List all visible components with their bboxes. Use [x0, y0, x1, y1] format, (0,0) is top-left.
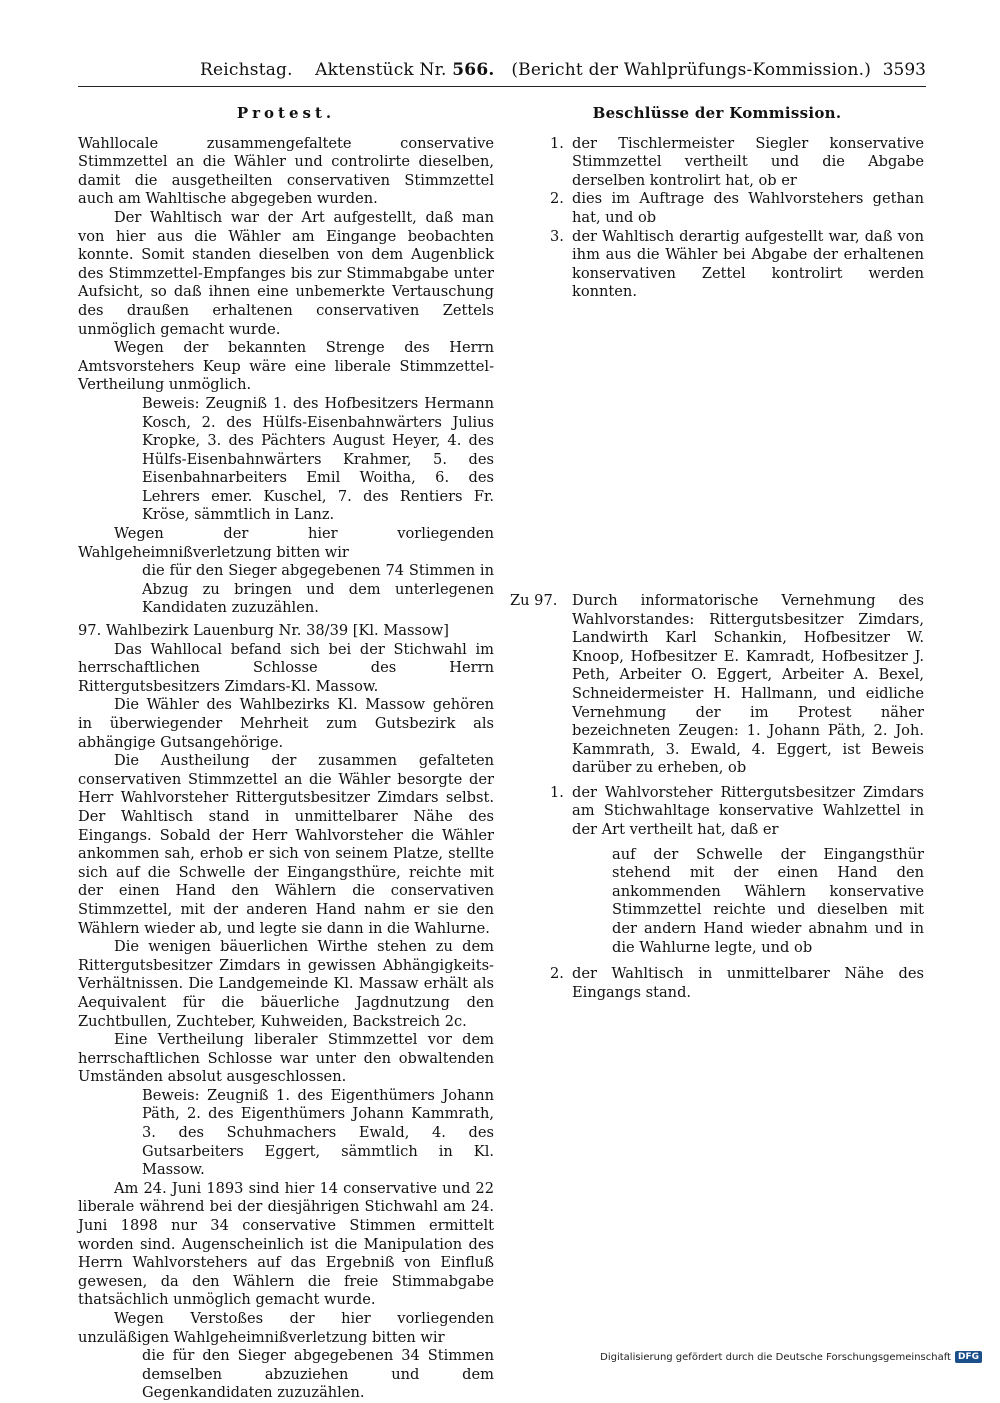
paragraph: Der Wahltisch war der Art aufgestellt, daß man von hier aus die Wähler am Eingange beobachten konnte. Somit standen dieselben von dem Augenblick des Stimmzettel-Empfanges bis zur Stimmabgabe unter Aufsicht, so daß ihnen eine unbemerkte Vertauschung des draußen erhaltenen conservativen Zettels unmöglich gemacht wurde. [78, 208, 494, 338]
item-text: der Tischlermeister Siegler konservative Stimmzettel vertheilt und die Abgabe derselben kontrolirt hat, ob er [572, 134, 924, 189]
dfg-logo-icon: DFG [955, 1351, 982, 1363]
commission-heading: Beschlüsse der Kommission. [592, 104, 842, 122]
item-text: der Wahltisch in unmittelbarer Nähe des Eingangs stand. [572, 965, 924, 1001]
paragraph: Das Wahllocal befand sich bei der Stichwahl im herrschaftlichen Schlosse des Herrn Rittergutsbesitzers Zimdars-Kl. Massow. [78, 640, 494, 695]
list-item [550, 135, 924, 191]
paragraph: Wahllocale zusammengefaltete conservative Stimmzettel an die Wähler und controlirte dieselben, damit die ausgetheilten conservativen Stimmzettel auch am Wahltische abgegeben wurden. [78, 134, 494, 208]
paragraph: Wegen der hier vorliegenden Wahlgeheimnißverletzung bitten wir [78, 525, 494, 561]
zu-97-block [510, 592, 924, 778]
paragraph: Die Wähler des Wahlbezirks Kl. Massow gehören in überwiegender Mehrheit zum Gutsbezirk als abhängige Gutsangehörige. [78, 696, 494, 751]
header-akten-number: 566. [452, 60, 495, 80]
paragraph: Eine Vertheilung liberaler Stimmzettel vor dem herrschaftlichen Schlosse war unter den obwaltenden Umständen absolut ausgeschlossen. [78, 1031, 494, 1086]
list-item [550, 228, 924, 302]
list-item [550, 965, 924, 1002]
item-text: der Wahltisch derartig aufgestellt war, daß von ihm aus die Wähler bei Abgabe der erhaltenen konservativen Zettel kontrolirt werden konnten. [572, 227, 924, 301]
request-block: die für den Sieger abgegebenen 34 Stimmen demselben abzuziehen und dem Gegenkandidaten zuzuzählen. [142, 1347, 494, 1402]
running-title [200, 60, 871, 80]
list-item [550, 784, 924, 840]
item-number: 2. [550, 190, 564, 208]
left-column [78, 104, 494, 1403]
digitization-footer [600, 1351, 982, 1363]
page-header [78, 58, 926, 87]
item-text: der Wahlvorsteher Rittergutsbesitzer Zimdars am Stichwahltage konservative Wahlzettel in der Art vertheilt hat, daß er [572, 783, 924, 839]
right-column [510, 104, 924, 1008]
protest-heading: Protest. [236, 104, 336, 122]
list-item [550, 190, 924, 227]
paragraph: Die wenigen bäuerlichen Wirthe stehen zu dem Rittergutsbesitzer Zimdars in gewissen Abhängigkeits-Verhältnissen. Die Landgemeinde Kl. Massaw erhält als Aequivalent für die bäuerliche Jagdnutzung den Zuchtbullen, Zuchteber, Kuhweiden, Backstreich 2c. [78, 938, 494, 1030]
footer-text: Digitalisierung gefördert durch die Deutsche Forschungsgemeinschaft [600, 1351, 951, 1363]
paragraph: Am 24. Juni 1893 sind hier 14 conservative und 22 liberale während bei der diesjährigen Stichwahl am 24. Juni 1898 nur 34 conservative Stimmen ermittelt worden sind. Augenscheinlich ist die Manipulation des Herrn Wahlvorstehers auf das Ergebniß von Einfluß gewesen, da den Wählern die freie Stimmabgabe thatsächlich unmöglich gemacht wurde. [78, 1179, 494, 1309]
paragraph: Die Austheilung der zusammen gefalteten conservativen Stimmzettel an die Wähler besorgte der Herr Wahlvorsteher Rittergutsbesitzer Zimdars selbst. Der Wahltisch stand in unmittelbarer Nähe des Eingangs. Sobald der Herr Wahlvorsteher die Wähler ankommen sah, erhob er sich von seinem Platze, stellte sich auf die Schwelle der Eingangsthüre, reichte mit der einen Hand den Wählern die conservativen Stimmzettel, mit der anderen Hand nahm er sie den Wählern wieder ab, und legte sie dann in die Wahlurne. [78, 752, 494, 937]
zu-97-label: Zu 97. [510, 591, 558, 609]
zu-97-text: Durch informatorische Vernehmung des Wahlvorstandes: Rittergutsbesitzer Zimdars, Landwirth Karl Schankin, Hofbesitzer W. Knoop, Hofbesitzer E. Kamradt, Hofbesitzer J. Peth, Arbeiter O. Eggert, Arbeiter A. Bexel, Schneidermeister H. Hallmann, und eidliche Vernehmung der im Protest näher bezeichneten Zeugen: 1. Johann Päth, 2. Joh. Kammrath, 3. Ewald, 4. Eggert, ist Beweis darüber zu erheben, ob [572, 591, 924, 777]
item-number: 3. [550, 227, 564, 245]
request-block: die für den Sieger abgegebenen 74 Stimmen in Abzug zu bringen und dem unterlegenen Kandidaten zuzuzählen. [142, 562, 494, 617]
paragraph: Wegen der bekannten Strenge des Herrn Amtsvorstehers Keup wäre eine liberale Stimmzettel-Vertheilung unmöglich. [78, 339, 494, 394]
header-reichstag: Reichstag. [200, 60, 293, 80]
item-number: 1. [550, 134, 564, 152]
item-number: 1. [550, 783, 564, 801]
evidence-block: Beweis: Zeugniß 1. des Eigenthümers Johann Päth, 2. des Eigenthümers Johann Kammrath, 3. des Schuhmachers Ewald, 4. des Gutsarbeiters Eggert, sämmtlich in Kl. Massow. [142, 1086, 494, 1179]
header-aktenstueck: Aktenstück Nr. [315, 60, 447, 80]
evidence-block: Beweis: Zeugniß 1. des Hofbesitzers Hermann Kosch, 2. des Hülfs-Eisenbahnwärters Julius Kropke, 3. des Pächters August Heyer, 4. des Hülfs-Eisenbahnwärters Krahmer, 5. des Eisenbahnarbeiters Emil Woitha, 6. des Lehrers emer. Kuschel, 7. des Rentiers Fr. Kröse, sämmtlich in Lanz. [142, 394, 494, 524]
paragraph: Wegen Verstoßes der hier vorliegenden unzuläßigen Wahlgeheimnißverletzung bitten wir [78, 1310, 494, 1346]
item-text: dies im Auftrage des Wahlvorstehers gethan hat, und ob [572, 190, 924, 226]
zu-97-sublist [550, 784, 924, 1003]
resolution-list [550, 135, 924, 302]
page-number: 3593 [882, 60, 926, 80]
item-number: 2. [550, 965, 564, 983]
header-bericht: (Bericht der Wahlprüfungs-Kommission.) [511, 60, 872, 80]
inner-block: auf der Schwelle der Eingangsthür stehend mit der einen Hand den ankommenden Wählern konservative Stimmzettel reichte und dieselben mit der andern Hand wieder abnahm und in die Wahlurne legte, und ob [612, 845, 924, 956]
section-heading-97: 97. Wahlbezirk Lauenburg Nr. 38/39 [Kl. Massow] [78, 622, 449, 640]
